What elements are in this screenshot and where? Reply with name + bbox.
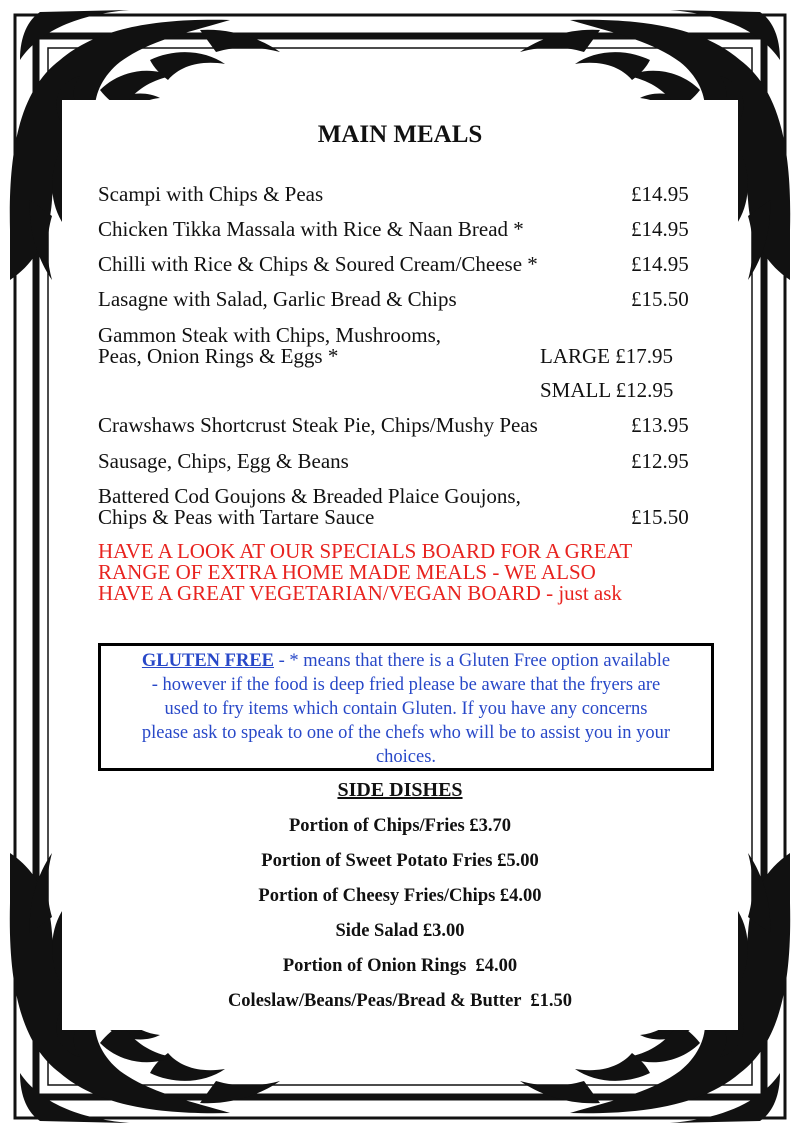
menu-item-price: £13.95 <box>631 413 689 437</box>
gluten-free-text: - however if the food is deep fried please be aware that the fryers are <box>151 675 661 695</box>
menu-item-price-large: LARGE £17.95 <box>540 344 673 368</box>
menu-item-name: Gammon Steak with Chips, Mushrooms, <box>98 323 442 347</box>
menu-item-name-line2: Peas, Onion Rings & Eggs * <box>98 344 339 368</box>
menu-item-price: £14.95 <box>631 252 689 276</box>
menu-item-name: Sausage, Chips, Egg & Beans <box>98 449 349 473</box>
side-dishes-title: SIDE DISHES <box>337 779 463 801</box>
side-dish-item: Portion of Sweet Potato Fries £5.00 <box>261 851 539 871</box>
page-title: MAIN MEALS <box>317 121 483 148</box>
menu-item-name: Chilli with Rice & Chips & Soured Cream/Cheese * <box>98 252 538 276</box>
gluten-free-text: used to fry items which contain Gluten. If you have any concerns <box>164 699 648 719</box>
menu-item-price: £15.50 <box>631 287 689 311</box>
side-dish-item: Portion of Onion Rings £4.00 <box>282 956 518 976</box>
side-dish-item: Side Salad £3.00 <box>335 921 465 941</box>
specials-line: HAVE A GREAT VEGETARIAN/VEGAN BOARD - just ask <box>98 581 622 605</box>
menu-item-name-line2: Chips & Peas with Tartare Sauce <box>98 505 375 529</box>
gluten-free-text: - * means that there is a Gluten Free option available <box>274 651 671 671</box>
gluten-free-label: GLUTEN FREE <box>141 651 274 671</box>
menu-item-name: Lasagne with Salad, Garlic Bread & Chips <box>98 287 457 311</box>
specials-line: HAVE A LOOK AT OUR SPECIALS BOARD FOR A GREAT <box>98 539 633 563</box>
menu-item-price-small: SMALL £12.95 <box>540 378 674 402</box>
menu-item-price: £14.95 <box>631 182 689 206</box>
menu-item-name: Chicken Tikka Massala with Rice & Naan Bread * <box>98 217 524 241</box>
menu-item-price: £14.95 <box>631 217 689 241</box>
menu-item-name: Scampi with Chips & Peas <box>98 182 324 206</box>
menu-item-price: £12.95 <box>631 449 689 473</box>
menu-item-price: £15.50 <box>631 505 689 529</box>
gluten-free-notice <box>98 643 714 771</box>
gluten-free-text: please ask to speak to one of the chefs who will be to assist you in your <box>141 723 671 743</box>
gluten-free-text: choices. <box>375 747 437 767</box>
side-dish-item: Portion of Chips/Fries £3.70 <box>289 816 511 836</box>
specials-notice <box>98 541 632 604</box>
menu-item-name: Battered Cod Goujons & Breaded Plaice Goujons, <box>98 484 521 508</box>
side-dish-item: Portion of Cheesy Fries/Chips £4.00 <box>258 886 542 906</box>
specials-line: RANGE OF EXTRA HOME MADE MEALS - WE ALSO <box>98 560 596 584</box>
side-dish-item: Coleslaw/Beans/Peas/Bread & Butter £1.50 <box>227 991 573 1011</box>
menu-item-name: Crawshaws Shortcrust Steak Pie, Chips/Mushy Peas <box>98 413 538 437</box>
